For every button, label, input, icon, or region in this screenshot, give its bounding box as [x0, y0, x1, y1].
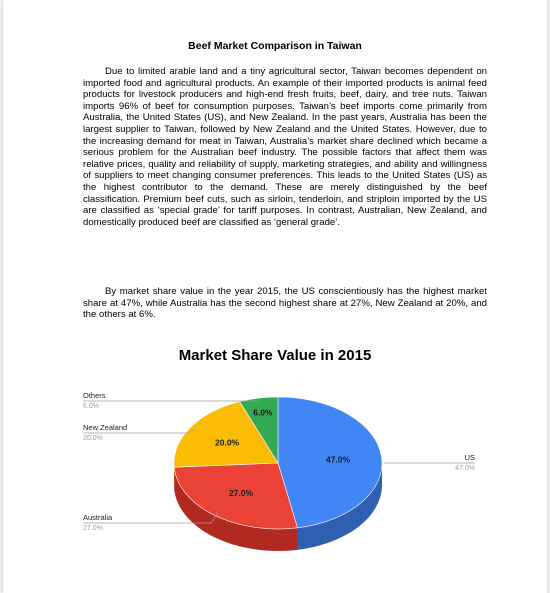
legend-value-others: 6.0%: [83, 403, 99, 410]
legend-label-us: US: [464, 453, 475, 462]
paragraph-intro: Due to limited arable land and a tiny agricultural sector, Taiwan becomes dependent on imported food and agricultural products. An example of their imported products is animal feed products for livestock producers and high-end fresh fruits, beef, dairy, and tree nuts. Taiwan imports 96% of beef for consumption purposes. Taiwan’s beef imports come primarily from Australia, the United States (US), and New Zealand. In the past years, Australia has been the largest supplier to Taiwan, followed by New Zealand and the United States. However, due to the increasing demand for meat in Taiwan, Australia’s market share declined which became a serious problem for the Australian beef industry. The possible factors that affect them was relative prices, quality and reliability of supply, marketing strategies, and ability and willingness of suppliers to meet changing consumer preferences. This leads to the United States (US) as the highest contributor to the demand. These are merely distinguished by the beef classification. Premium beef cuts, such as sirloin, tenderloin, and striploin imported by the US are classified as ‘special grade’ for tariff purposes. In contrast, Australian, New Zealand, and domestically produced beef are classified as ‘general grade’.: [83, 66, 487, 228]
legend-value-new-zealand: 20.0%: [83, 435, 103, 442]
slice-value-label-others: 6.0%: [253, 407, 273, 418]
paragraph-market-share: By market share value in the year 2015, the US conscientiously has the highest market share at 47%, while Australia has the second highest share at 27%, New Zealand at 20%, and the others at 6%.: [83, 286, 487, 321]
slice-value-label-new-zealand: 20.0%: [215, 437, 240, 448]
legend-label-new-zealand: New Zealand: [83, 423, 128, 432]
legend-label-australia: Australia: [83, 513, 113, 522]
slice-value-label-australia: 27.0%: [228, 488, 254, 499]
chart-title: Market Share Value in 2015: [178, 347, 372, 364]
legend-label-others: Others: [83, 391, 106, 400]
document-page: [3, 0, 547, 593]
legend-value-us: 47.0%: [455, 465, 475, 472]
legend-value-australia: 27.0%: [83, 525, 103, 532]
slice-value-label-us: 47.0%: [325, 454, 351, 465]
document-title: Beef Market Comparison in Taiwan: [188, 40, 362, 52]
pie-chart: [3, 0, 547, 593]
